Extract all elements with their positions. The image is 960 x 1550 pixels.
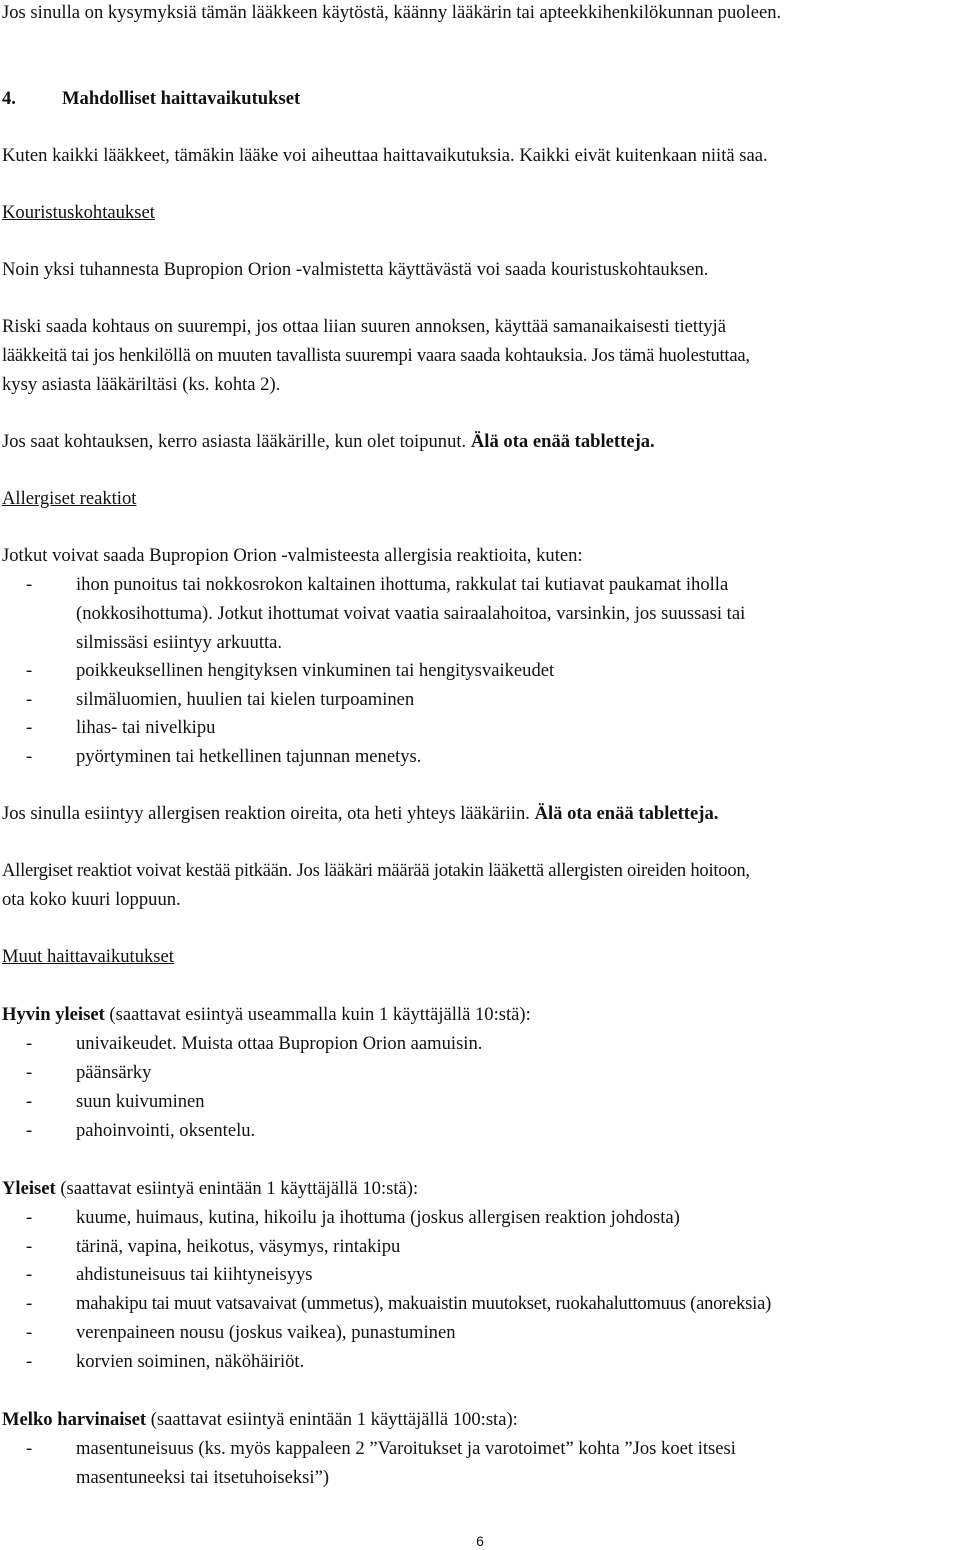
frequency-label: Hyvin yleiset (2, 1004, 105, 1025)
list-item-line: univaikeudet. Muista ottaa Bupropion Orion aamuisin. (76, 1033, 483, 1054)
frequency-description: (saattavat esiintyä enintään 1 käyttäjällä 100:sta): (146, 1409, 518, 1430)
seizures-paragraph-3-text: Jos saat kohtauksen, kerro asiasta lääkärille, kun olet toipunut. (2, 431, 467, 452)
list-item-line: ihon punoitus tai nokkosrokon kaltainen ihottuma, rakkulat tai kutiavat paukamat iholla (76, 574, 729, 595)
frequency-heading (2, 1006, 531, 1025)
seizures-paragraph-3 (2, 433, 655, 452)
bullet-dash: - (26, 1236, 33, 1257)
list-item-line: silmäluomien, huulien tai kielen turpoaminen (76, 689, 415, 710)
other-heading: Muut haittavaikutukset (2, 946, 174, 967)
list-item-line: verenpaineen nousu (joskus vaikea), punastuminen (76, 1322, 456, 1343)
list-item-line: masentuneisuus (ks. myös kappaleen 2 ”Varoitukset ja varotoimet” kohta ”Jos koet itsesi (76, 1438, 736, 1459)
bullet-dash: - (26, 1351, 33, 1372)
allergic-warning: Älä ota enää tabletteja. (534, 803, 719, 824)
frequency-description: (saattavat esiintyä enintään 1 käyttäjällä 10:stä): (55, 1178, 419, 1199)
section-title: Mahdolliset haittavaikutukset (62, 88, 301, 109)
seizures-paragraph-2-line: kysy asiasta lääkäriltäsi (ks. kohta 2). (2, 374, 281, 395)
list-item-line: mahakipu tai muut vatsavaivat (ummetus), makuaistin muutokset, ruokahaluttomuus (anoreksia) (76, 1293, 772, 1314)
bullet-dash: - (26, 1322, 33, 1343)
allergic-contact-text: Jos sinulla esiintyy allergisen reaktion oireita, ota heti yhteys lääkäriin. (2, 803, 530, 824)
list-item-line: päänsärky (76, 1062, 152, 1083)
seizures-paragraph-2-line: lääkkeitä tai jos henkilöllä on muuten tavallista suurempi vaara saada kohtauksia. Jos tämä huolestuttaa, (2, 345, 750, 366)
bullet-dash: - (26, 1091, 33, 1112)
bullet-dash: - (26, 717, 33, 738)
list-item-line: suun kuivuminen (76, 1091, 205, 1112)
list-item-line: poikkeuksellinen hengityksen vinkuminen tai hengitysvaikeudet (76, 660, 555, 681)
bullet-dash: - (26, 1438, 33, 1459)
list-item-line: tärinä, vapina, heikotus, väsymys, rintakipu (76, 1236, 401, 1257)
frequency-label: Yleiset (2, 1178, 56, 1199)
section-intro: Kuten kaikki lääkkeet, tämäkin lääke voi aiheuttaa haittavaikutuksia. Kaikki eivät kuitenkaan niitä saa. (2, 145, 768, 166)
bullet-dash: - (26, 1120, 33, 1141)
bullet-dash: - (26, 689, 33, 710)
bullet-dash: - (26, 574, 33, 595)
list-item-line: masentuneeksi tai itsetuhoiseksi”) (76, 1467, 330, 1488)
seizures-warning: Älä ota enää tabletteja. (470, 431, 655, 452)
list-item-line: korvien soiminen, näköhäiriöt. (76, 1351, 305, 1372)
intro-line: Jos sinulla on kysymyksiä tämän lääkkeen käytöstä, käänny lääkärin tai apteekkihenkilökunnan puoleen. (2, 2, 782, 23)
bullet-dash: - (26, 1033, 33, 1054)
bullet-dash: - (26, 746, 33, 767)
seizures-paragraph-1: Noin yksi tuhannesta Bupropion Orion -valmistetta käyttävästä voi saada kouristuskohtauksen. (2, 259, 709, 280)
bullet-dash: - (26, 1062, 33, 1083)
bullet-dash: - (26, 1264, 33, 1285)
allergic-heading: Allergiset reaktiot (2, 488, 137, 509)
seizures-heading: Kouristuskohtaukset (2, 202, 155, 223)
list-item-line: silmissäsi esiintyy arkuutta. (76, 632, 283, 653)
seizures-paragraph-2-line: Riski saada kohtaus on suurempi, jos ottaa liian suuren annoksen, käyttää samanaikaisesti tiettyjä (2, 316, 726, 337)
allergic-intro: Jotkut voivat saada Bupropion Orion -valmisteesta allergisia reaktioita, kuten: (2, 545, 583, 566)
frequency-label: Melko harvinaiset (2, 1409, 147, 1430)
page-number: 6 (476, 1533, 484, 1549)
frequency-heading (2, 1411, 518, 1430)
allergic-duration-line: Allergiset reaktiot voivat kestää pitkään. Jos lääkäri määrää jotakin lääkettä allergisten oireiden hoitoon, (2, 860, 750, 881)
list-item-line: ahdistuneisuus tai kiihtyneisyys (76, 1264, 313, 1285)
list-item-line: kuume, huimaus, kutina, hikoilu ja ihottuma (joskus allergisen reaktion johdosta) (76, 1207, 680, 1228)
allergic-contact-paragraph (2, 805, 718, 824)
list-item-line: pyörtyminen tai hetkellinen tajunnan menetys. (76, 746, 422, 767)
frequency-description: (saattavat esiintyä useammalla kuin 1 käyttäjällä 10:stä): (104, 1004, 531, 1025)
section-heading (2, 88, 301, 109)
frequency-heading (2, 1180, 418, 1199)
list-item-line: pahoinvointi, oksentelu. (76, 1120, 256, 1141)
allergic-duration-line: ota koko kuuri loppuun. (2, 889, 181, 910)
list-item-line: (nokkosihottuma). Jotkut ihottumat voivat vaatia sairaalahoitoa, varsinkin, jos suussasi tai (76, 603, 746, 624)
list-item-line: lihas- tai nivelkipu (76, 717, 216, 738)
bullet-dash: - (26, 660, 33, 681)
section-number: 4. (2, 88, 16, 109)
bullet-dash: - (26, 1293, 33, 1314)
bullet-dash: - (26, 1207, 33, 1228)
